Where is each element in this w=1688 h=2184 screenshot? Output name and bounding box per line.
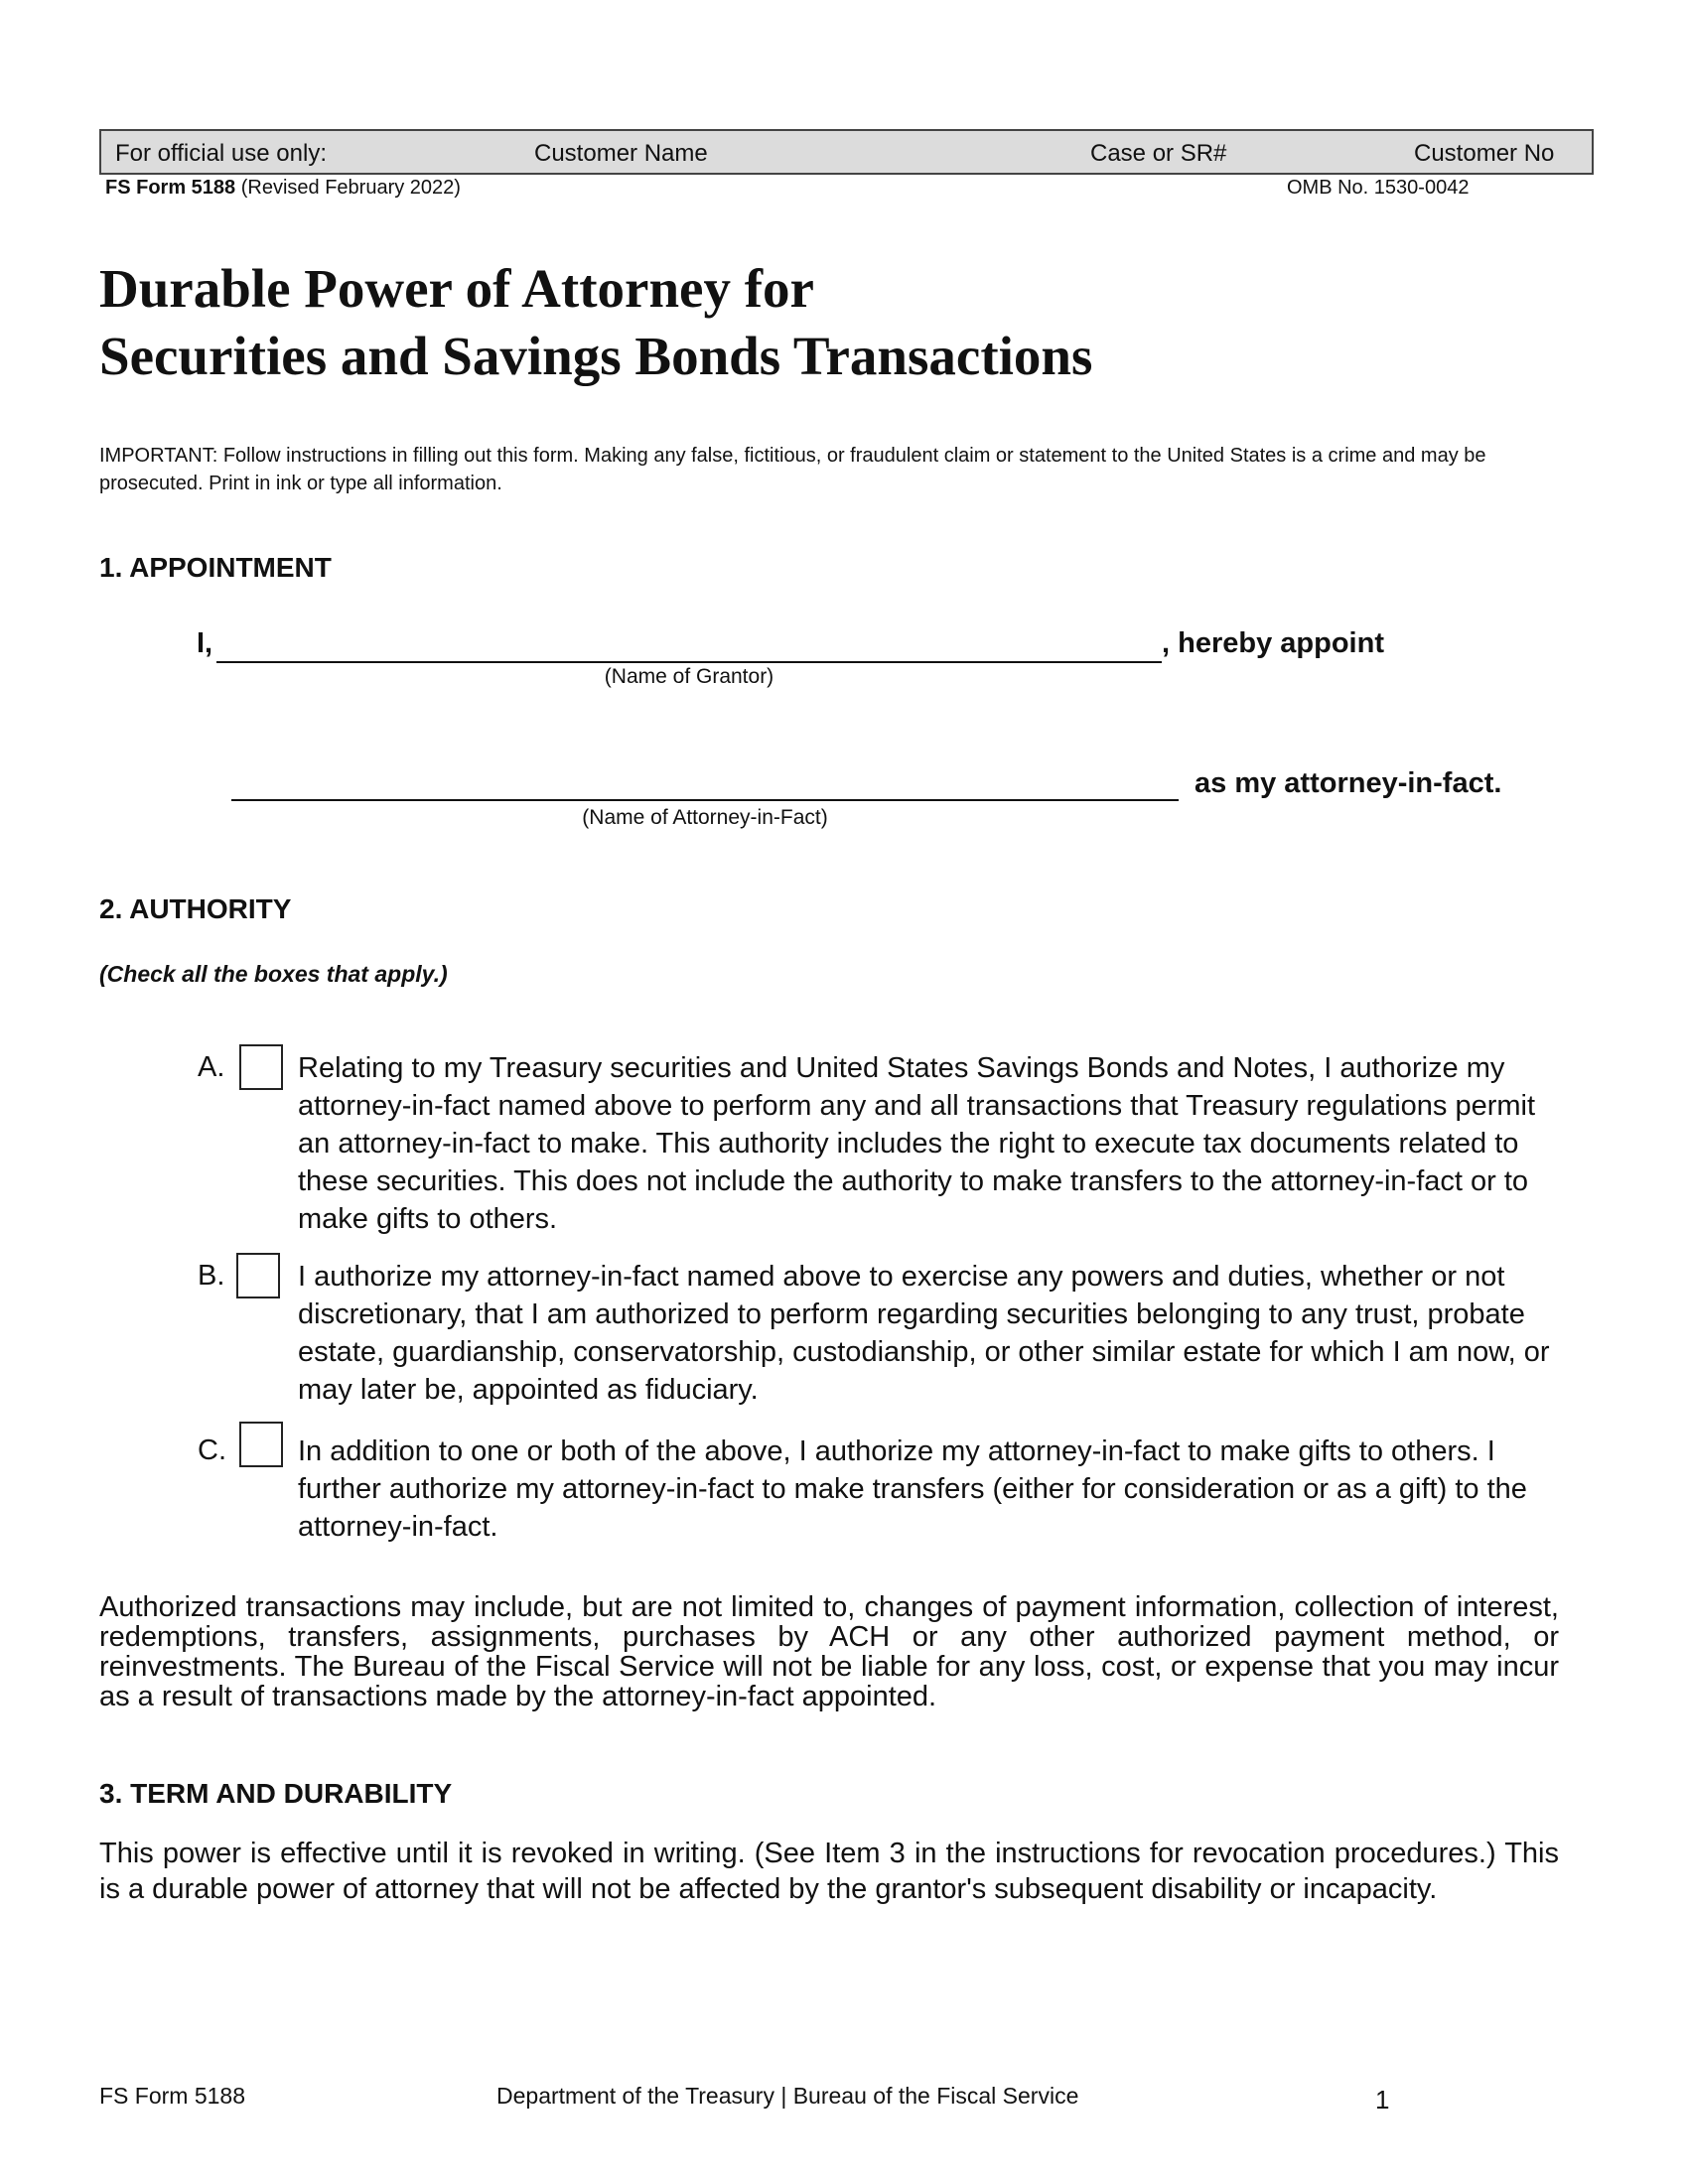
customer-no-label: Customer No [1414,140,1555,167]
item-a-letter: A. [198,1051,225,1083]
form-revised: (Revised February 2022) [240,177,461,199]
item-a-text: Relating to my Treasury securities and United States Savings Bonds and Notes, I authorize my attorney-in-fact named above to perform any and all transactions that Treasury regulations permit an attorney-in-fact to make. This authority includes the right to execute tax documents related to these securities. This does not include the authority to make transfers to the attorney-in-fact or to make gifts to others. [298,1052,1536,1235]
section-3-heading: 3. TERM AND DURABILITY [99,1778,453,1809]
item-c-letter: C. [198,1434,226,1466]
authorized-transactions-note: Authorized transactions may include, but are not limited to, changes of payment information, collection of interest, redemptions, transfers, assignments, purchases by ACH or any other authorized payment method, or reinvestments. The Bureau of the Fiscal Service will not be liable for any loss, cost, or expense that you may incur as a result of transactions made by the attorney-in-fact appointed. [99,1591,1559,1712]
item-b-checkbox[interactable] [236,1253,280,1298]
attorney-name-field[interactable] [231,799,1179,801]
item-b-letter: B. [198,1260,225,1292]
omb-number: OMB No. 1530-0042 [1287,177,1470,199]
item-a-checkbox[interactable] [239,1044,283,1090]
attorney-caption: (Name of Attorney-in-Fact) [582,806,828,829]
customer-name-label: Customer Name [534,140,708,167]
official-use-label: For official use only: [115,140,327,167]
page-number: 1 [1375,2085,1390,2115]
term-durability-text: This power is effective until it is revoked in writing. (See Item 3 in the instructions for revocation procedures.) This is a durable power of attorney that will not be affected by the grantor's subsequent disability or incapacity. [99,1838,1559,1905]
page-title [99,255,1489,390]
title-line-1: Durable Power of Attorney for [99,258,814,319]
grantor-name-field[interactable] [216,661,1162,663]
grantor-suffix: , hereby appoint [1162,627,1384,659]
section-1-heading: 1. APPOINTMENT [99,552,332,583]
form-number: FS Form 5188 [105,177,236,199]
footer-form-number: FS Form 5188 [99,2083,245,2109]
item-c-checkbox[interactable] [239,1422,283,1467]
form-id [105,177,461,200]
item-c-text: In addition to one or both of the above, I authorize my attorney-in-fact to make gifts to others. I further authorize my attorney-in-fact to make transfers (either for consideration or as a gift) to the attorney-in-fact. [298,1435,1527,1543]
grantor-caption: (Name of Grantor) [604,665,774,688]
section-2-instruction: (Check all the boxes that apply.) [99,961,448,987]
important-notice: IMPORTANT: Follow instructions in filling out this form. Making any false, fictitious, or fraudulent claim or statement to the United States is a crime and may be prosecuted. Print in ink or type all information. [99,445,1486,494]
footer-department: Department of the Treasury | Bureau of the Fiscal Service [496,2083,1079,2109]
grantor-prefix: I, [197,627,213,659]
case-sr-label: Case or SR# [1090,140,1227,167]
title-line-2: Securities and Savings Bonds Transactions [99,326,1093,386]
official-use-bar [99,129,1594,175]
item-b-text: I authorize my attorney-in-fact named above to exercise any powers and duties, whether or not discretionary, that I am authorized to perform regarding securities belonging to any trust, probate estate, guardianship, conservatorship, custodianship, or other similar estate for which I am now, or may later be, appointed as fiduciary. [298,1261,1550,1406]
section-2-heading: 2. AUTHORITY [99,893,292,924]
attorney-suffix: as my attorney-in-fact. [1195,767,1502,799]
